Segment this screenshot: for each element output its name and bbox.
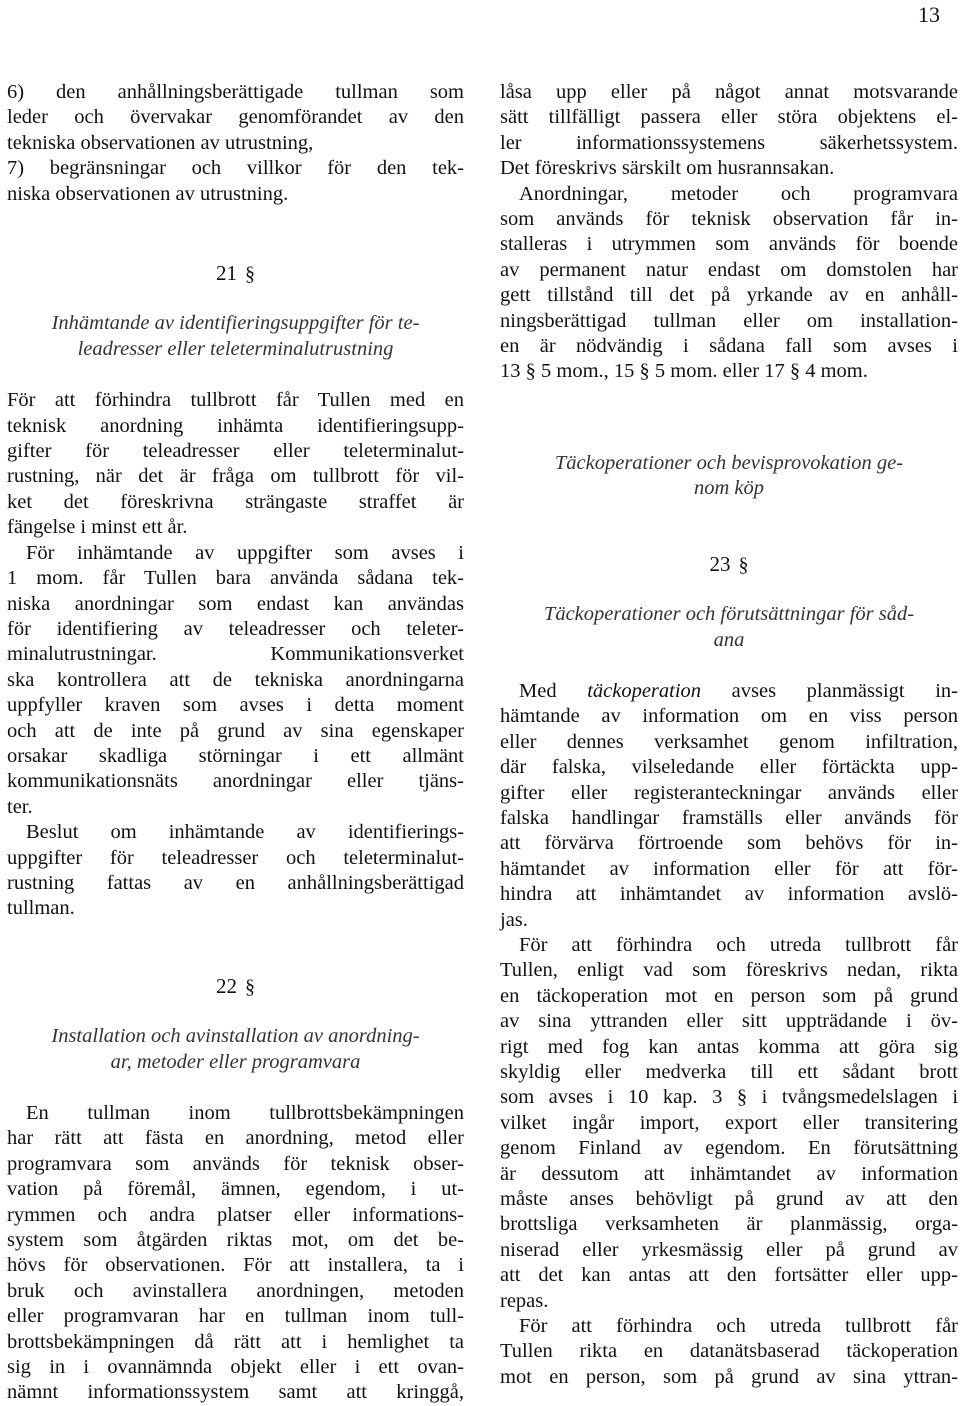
text-line: genom Finland av egendom. En förutsättning [500, 1137, 958, 1160]
title-line: Täckoperationer och förutsättningar för såd- [543, 603, 915, 626]
text-line: för identifiering av teleadresser och teleter- [7, 617, 464, 640]
text-line: sig in i ovannämnda objekt eller i ett ovan- [7, 1356, 464, 1379]
text-line: tullman. [7, 897, 75, 920]
section-title-23 [500, 602, 958, 653]
text-line-with-ref [500, 1085, 958, 1110]
text-part: som avses i 10 kap. 3 [500, 1086, 737, 1109]
text-line: För att förhindra tullbrott får Tullen med en [7, 389, 464, 412]
right-column [500, 80, 958, 1390]
text-line: har rätt att fästa en anordning, metod eller [7, 1127, 464, 1150]
text-line: Det föreskrivs särskilt om husrannsakan. [500, 157, 835, 180]
text-line: av sina yttranden eller sitt uppträdande i öv- [500, 1010, 958, 1033]
paragraph [500, 679, 958, 933]
title-line: Installation och avinstallation av anordning- [51, 1025, 420, 1048]
ref-text: 5 mom. eller 17 [649, 360, 790, 383]
text-line: rymmen och andra platser eller informations- [7, 1203, 464, 1226]
section-sign-icon: § [738, 553, 749, 576]
text-line: gett tillstånd till det på yrkande av en anhåll- [500, 284, 958, 307]
text-line: där falska, vilseledande eller förtäckta upp- [500, 756, 958, 779]
text-line: vilket ingår import, export eller transitering [500, 1111, 958, 1134]
section-sign-icon: § [245, 263, 255, 286]
section-number: 23 [709, 551, 731, 576]
ref-text: 4 mom. [800, 360, 868, 383]
paragraph [7, 820, 464, 922]
text-line: minalutrustningar. Kommunikationsverket [7, 643, 464, 666]
text-line: fängelse i minst ett år. [7, 516, 188, 539]
text-line: programvara som används för teknisk obser- [7, 1152, 464, 1175]
text-line: För att förhindra och utreda tullbrott får [519, 1315, 958, 1338]
text-line: att det kan antas att den fortsätter eller upp- [500, 1264, 958, 1287]
text-line: För att förhindra och utreda tullbrott får [519, 933, 958, 956]
section-heading-22 [7, 974, 464, 1000]
page-number: 13 [918, 2, 940, 27]
text-line: hövs för observationen. För att installera, ta i [7, 1254, 464, 1277]
text-line: som används för teknisk observation får in- [500, 208, 958, 231]
text-line: repas. [500, 1289, 549, 1312]
text-line-with-refs [500, 359, 958, 384]
section-number: 21 [216, 261, 237, 286]
text-line: rustning fattas av en anhållningsberättigad [7, 871, 464, 894]
text-line: låsa upp eller på något annat motsvarande [500, 81, 958, 103]
section-sign-icon: § [639, 360, 650, 383]
text-line: av permanent natur endast om domstolen har [500, 258, 958, 281]
paragraph [7, 541, 464, 820]
title-line: nom köp [693, 477, 765, 500]
text-line: mot en person, som på grund av sina yttran- [500, 1365, 958, 1388]
text-line: teknisk anordning inhämta identifieringsupp- [7, 414, 464, 437]
text-line: niska observationen av utrustning. [7, 182, 289, 205]
text-line: 7) begränsningar och villkor för den tek- [7, 157, 464, 180]
text-line: Tullen, enligt vad som föreskrivs nedan, rikta [500, 959, 958, 982]
text-line: niserad eller yrkesmässig eller på grund av [500, 1238, 958, 1261]
text-line: nämnt informationssystem samt att kringgå, [7, 1381, 464, 1404]
title-line: leadresser eller teleterminalutrustning [77, 337, 394, 360]
text-line: ler informationssystemens säkerhetssystem. [500, 131, 958, 154]
title-line: Inhämtande av identifieringsuppgifter för te- [51, 312, 420, 335]
text-line: uppfyller kraven som avses i detta moment [7, 694, 464, 717]
text-part: i tvångsmedelslagen i [747, 1086, 959, 1109]
ref-text: 5 mom., 15 [535, 360, 640, 383]
text-line: gifter för teleadresser eller teleterminalut- [7, 440, 464, 463]
section-heading-21 [7, 261, 464, 287]
text-line: 1 mom. får Tullen bara använda sådana tek- [7, 567, 464, 590]
text-line: brottsbekämpningen då rätt att i hemlighet ta [7, 1330, 464, 1353]
paragraph [500, 182, 958, 385]
text-line: är dessutom att inhämtandet av information [500, 1162, 958, 1185]
text-part: Med [519, 679, 588, 702]
text-line: jas. [500, 908, 528, 931]
text-line: falska handlingar framställs eller används för [500, 806, 958, 829]
text-line: och att de inte på grund av sina egenskaper [7, 719, 464, 742]
text-line: kommunikationsnäts anordningar eller tjäns- [7, 770, 464, 793]
intro-list [7, 80, 464, 207]
text-line: En tullman inom tullbrottsbekämpningen [26, 1102, 464, 1124]
section-sign-icon: § [525, 360, 536, 383]
text-line: vation på föremål, ämnen, egendom, i ut- [7, 1178, 464, 1201]
text-line: 6) den anhållningsberättigade tullman som [7, 81, 464, 103]
text-line: eller programvaran har en tullman inom tull- [7, 1305, 464, 1328]
text-line: gifter eller registeranteckningar används eller [500, 781, 958, 804]
text-line: eller dennes verksamhet genom infiltration, [500, 730, 958, 753]
text-line: sätt tillfälligt passera eller störa objektens el- [500, 106, 958, 129]
paragraph [7, 1101, 464, 1406]
text-line: stalleras i utrymmen som används för boende [500, 233, 958, 256]
section-title-22 [7, 1024, 464, 1075]
paragraph [500, 1314, 958, 1390]
section-number: 22 [216, 973, 237, 998]
defined-term: täckoperation [587, 679, 702, 702]
text-line [500, 679, 958, 704]
paragraph [500, 933, 958, 1314]
paragraph [500, 80, 958, 182]
text-line: Beslut om inhämtande av identifierings- [26, 821, 464, 844]
text-line: niska anordningar som endast kan användas [7, 592, 464, 615]
text-line: en är nödvändig i sådana fall som avses i [500, 335, 958, 358]
section-sign-icon: § [245, 975, 255, 998]
section-sign-icon: § [789, 360, 801, 383]
text-line: leder och övervakar genomförandet av den [7, 106, 464, 129]
text-line: system som åtgärden riktas mot, om det be- [7, 1229, 464, 1252]
text-line: orsakar skadliga störningar i ett allmänt [7, 744, 464, 767]
text-line: tekniska observationen av utrustning, [7, 131, 314, 154]
section-heading-23 [500, 552, 958, 578]
text-line: rustning, när det är fråga om tullbrott för vil- [7, 465, 464, 488]
paragraph [7, 388, 464, 540]
text-line: ter. [7, 795, 33, 818]
text-line: uppgifter för teleadresser och teleterminalut- [7, 846, 464, 869]
left-column [7, 80, 464, 1406]
ref-text: 13 [500, 360, 526, 383]
text-line: Tullen rikta en datanätsbaserad täckoperation [500, 1340, 958, 1363]
chapter-title [500, 451, 958, 502]
text-line: ningsberättigad tullman eller om installation- [500, 309, 958, 332]
text-line: måste anses behövligt på grund av att den [500, 1188, 958, 1211]
title-line: ana [713, 628, 745, 651]
text-line: ket det föreskrivna strängaste straffet är [7, 490, 464, 513]
title-line: Täckoperationer och bevisprovokation ge- [554, 451, 904, 474]
text-line: hämtandet av information eller för att för- [500, 857, 958, 880]
text-line: skyldig eller medverka till ett sådant brott [500, 1061, 958, 1083]
section-title-21 [7, 311, 464, 362]
text-line: För inhämtande av uppgifter som avses i [26, 541, 464, 564]
text-line: brottsliga verksamheten är planmässig, orga- [500, 1213, 958, 1236]
section-sign-icon: § [736, 1086, 748, 1109]
text-line: Anordningar, metoder och programvara [519, 182, 958, 205]
text-line: en täckoperation mot en person som på grund [500, 984, 958, 1007]
text-line: ska kontrollera att de tekniska anordningarna [7, 668, 464, 691]
text-line: hindra att inhämtandet av information avslö- [500, 883, 958, 906]
text-line: bruk och avinstallera anordningen, metoden [7, 1279, 464, 1302]
text-line: rigt med fog kan antas komma att göra sig [500, 1035, 958, 1058]
text-line: att förvärva förtroende som behövs för in- [500, 832, 958, 855]
title-line: ar, metoder eller programvara [110, 1050, 361, 1073]
text-line: hämtande av information om en viss person [500, 705, 958, 728]
text-part: avses planmässigt in- [701, 679, 958, 702]
